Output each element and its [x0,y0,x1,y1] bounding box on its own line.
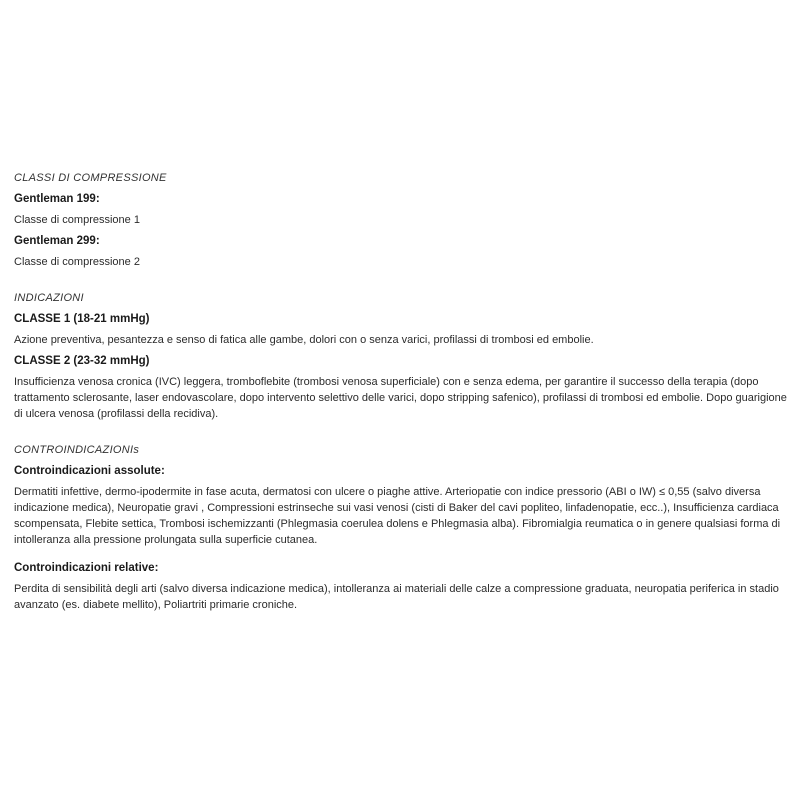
text-classe-di-compressione-2: Classe di compressione 2 [14,256,140,268]
label-gentleman-199: Gentleman 199: [14,193,100,205]
product-description-document [14,170,794,618]
paragraph-classe-1-indicazioni: Azione preventiva, pesantezza e senso di fatica alle gambe, dolori con o senza varici, profilassi di trombosi ed embolie. [14,334,594,346]
paragraph-classe-2-indicazioni: Insufficienza venosa cronica (IVC) leggera, tromboflebite (trombosi venosa superficiale) con e senza edema, per garantire il successo della terapia (dopo trattamento sclerosante, laser endovascolare, dopo intervento selettivo delle varici, dopo stripping safenico), profilassi di trombosi ed embolie. Dopo guarigione di ulcera venosa (profilassi della recidiva). [14,376,787,420]
section-indicazioni [14,290,794,422]
section-title-controindicazioni: CONTROINDICAZIONIs [14,444,140,456]
section-title-classi-di-compressione: CLASSI DI COMPRESSIONE [14,172,167,184]
label-classe-2: CLASSE 2 (23-32 mmHg) [14,355,150,367]
section-controindicazioni [14,442,794,613]
section-title-indicazioni: INDICAZIONI [14,292,84,304]
paragraph-controindicazioni-relative: Perdita di sensibilità degli arti (salvo diversa indicazione medica), intolleranza ai materiali delle calze a compressione graduata, neuropatia periferica in stadio avanzato (es. diabete mellito), Poliartriti primarie croniche. [14,583,779,611]
label-controindicazioni-relative: Controindicazioni relative: [14,562,159,574]
text-classe-di-compressione-1: Classe di compressione 1 [14,214,140,226]
label-classe-1: CLASSE 1 (18-21 mmHg) [14,313,150,325]
section-classi-di-compressione [14,170,794,270]
label-gentleman-299: Gentleman 299: [14,235,100,247]
label-controindicazioni-assolute: Controindicazioni assolute: [14,465,165,477]
paragraph-controindicazioni-assolute: Dermatiti infettive, dermo-ipodermite in fase acuta, dermatosi con ulcere o piaghe attive. Arteriopatie con indice pressorio (ABI o IW) ≤ 0,55 (salvo diversa indicazione medica), Neuropatie gravi , Compressioni estrinseche sui vasi venosi (cisti di Baker del cavi popliteo, linfadenopatie, ecc..), Insufficienza cardiaca scompensata, Flebite settica, Trombosi ischemizzanti (Phlegmasia coerulea dolens e Phlegmasia alba). Fibromialgia reumatica o in genere qualsiasi forma di intolleranza alla pressione prolungata sulla superficie cutanea. [14,486,781,546]
